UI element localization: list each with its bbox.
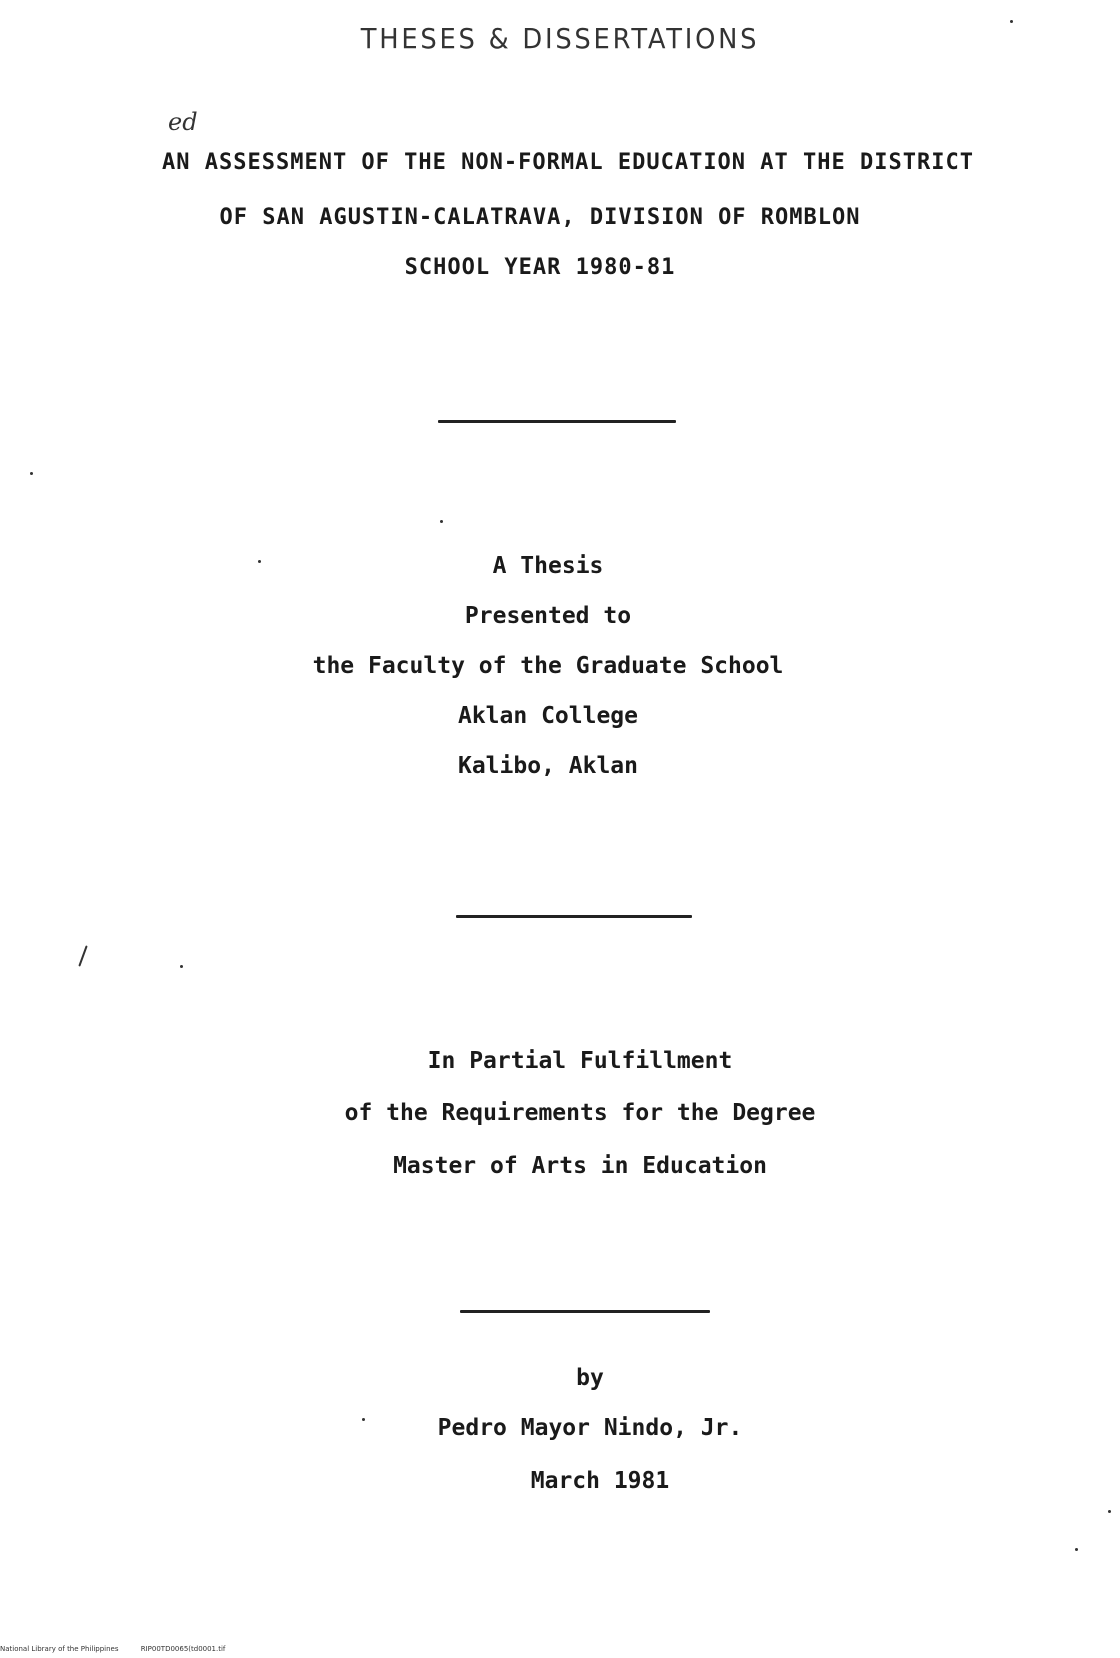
- title-line-1: AN ASSESSMENT OF THE NON-FORMAL EDUCATION AT THE DISTRICT: [162, 150, 974, 175]
- scan-speck: [1075, 1548, 1078, 1551]
- separator-rule: [438, 420, 676, 423]
- presentation-line-1: A Thesis: [492, 553, 604, 579]
- archive-stamp: THESES & DISSERTATIONS: [360, 22, 760, 55]
- presentation-line-2: Presented to: [464, 603, 632, 629]
- purpose-line-1: In Partial Fulfillment: [427, 1048, 733, 1074]
- title-line-2: OF SAN AGUSTIN-CALATRAVA, DIVISION OF ROMBLON: [219, 205, 861, 230]
- footer-library: National Library of the Philippines: [0, 1645, 119, 1653]
- scan-speck: [1010, 20, 1013, 23]
- separator-rule: [456, 915, 692, 918]
- footer-file-id: RIP00TD0065(td0001.tif: [140, 1645, 226, 1653]
- scan-speck: [30, 472, 33, 475]
- scan-speck: [258, 560, 261, 563]
- presentation-line-3: the Faculty of the Graduate School: [312, 653, 784, 679]
- scan-footer: [0, 1645, 225, 1653]
- separator-rule: [460, 1310, 710, 1313]
- by-label: by: [576, 1365, 604, 1391]
- scan-speck: [362, 1418, 365, 1421]
- purpose-line-3: Master of Arts in Education: [393, 1153, 767, 1179]
- title-line-3: SCHOOL YEAR 1980-81: [404, 255, 676, 280]
- scan-speck: [1108, 1510, 1111, 1513]
- scan-mark: [78, 945, 87, 966]
- purpose-line-2: of the Requirements for the Degree: [344, 1100, 816, 1126]
- presentation-line-5: Kalibo, Aklan: [457, 753, 638, 779]
- presentation-line-4: Aklan College: [457, 703, 638, 729]
- scan-speck: [440, 520, 443, 523]
- submission-date: March 1981: [530, 1468, 670, 1494]
- author-name: Pedro Mayor Nindo, Jr.: [437, 1415, 743, 1441]
- scan-speck: [180, 965, 183, 968]
- handwritten-annotation: ed: [168, 108, 198, 136]
